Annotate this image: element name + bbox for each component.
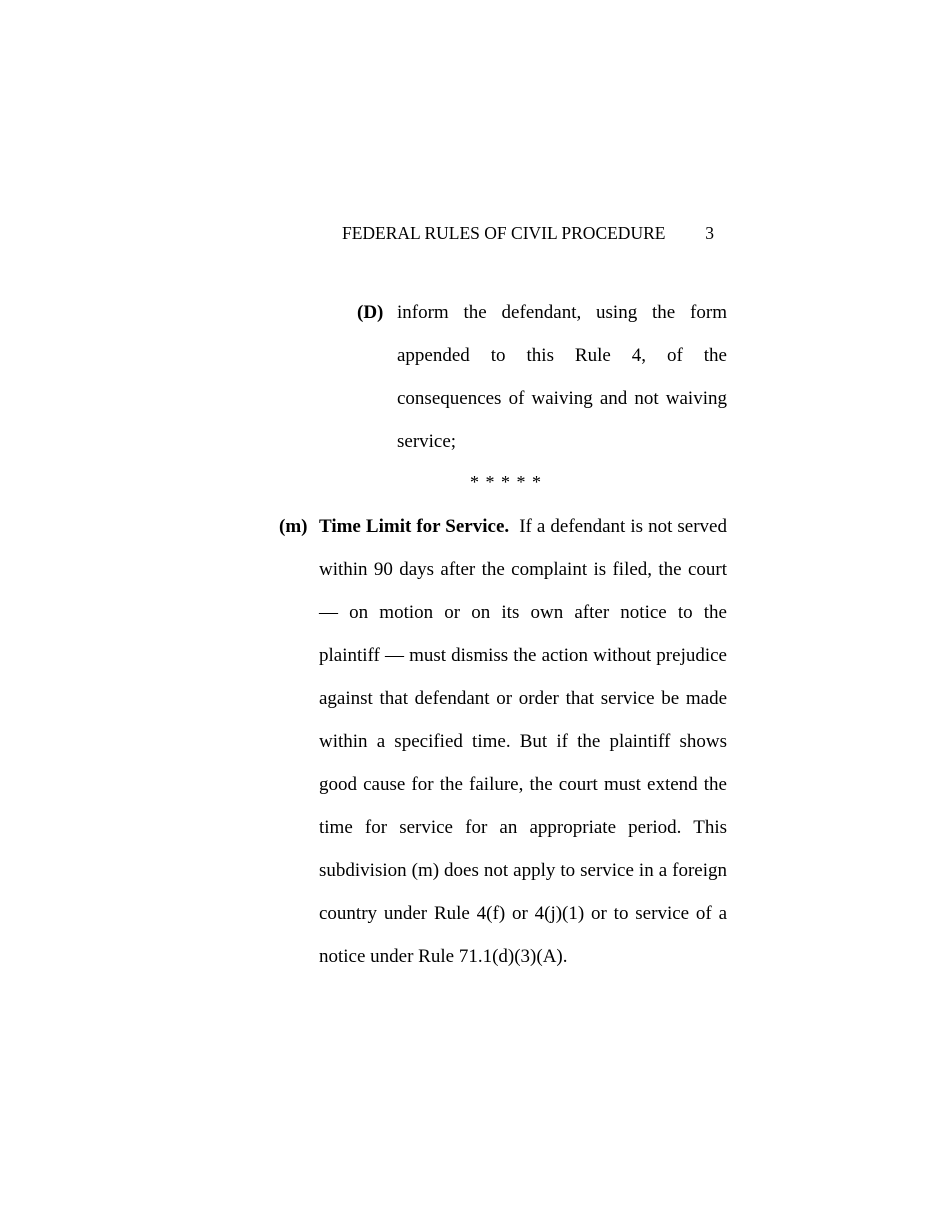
- subdivision-m-heading: Time Limit for Service.: [319, 516, 510, 537]
- subdivision-m-label: (m): [279, 516, 308, 537]
- page-number: 3: [705, 223, 714, 243]
- subdivision-m-text: If a defendant is not served within 90 days after the complaint is filed, the court — on motion or on its own after notice to the plaintiff — must dismiss the action without prejudice against that defendant or order that service be made within a specified time. But if the plaintiff shows good cause for the failure, the court must extend the time for service for an appropriate period. This subdivision (m) does not apply to service in a foreign country under Rule 4(f) or 4(j)(1) or to service of a notice under Rule 71.1(d)(3)(A).: [319, 516, 727, 967]
- subdivision-m-body: [319, 505, 727, 978]
- subparagraph-d: [357, 291, 727, 463]
- running-header: [342, 222, 714, 244]
- subparagraph-d-label: (D): [357, 302, 384, 323]
- header-title: FEDERAL RULES OF CIVIL PROCEDURE: [342, 223, 666, 243]
- subdivision-m: [279, 505, 727, 978]
- omission-marker: * * * * *: [470, 472, 542, 492]
- subparagraph-d-text: inform the defendant, using the form appended to this Rule 4, of the consequences of waiving and not waiving service;: [397, 302, 727, 452]
